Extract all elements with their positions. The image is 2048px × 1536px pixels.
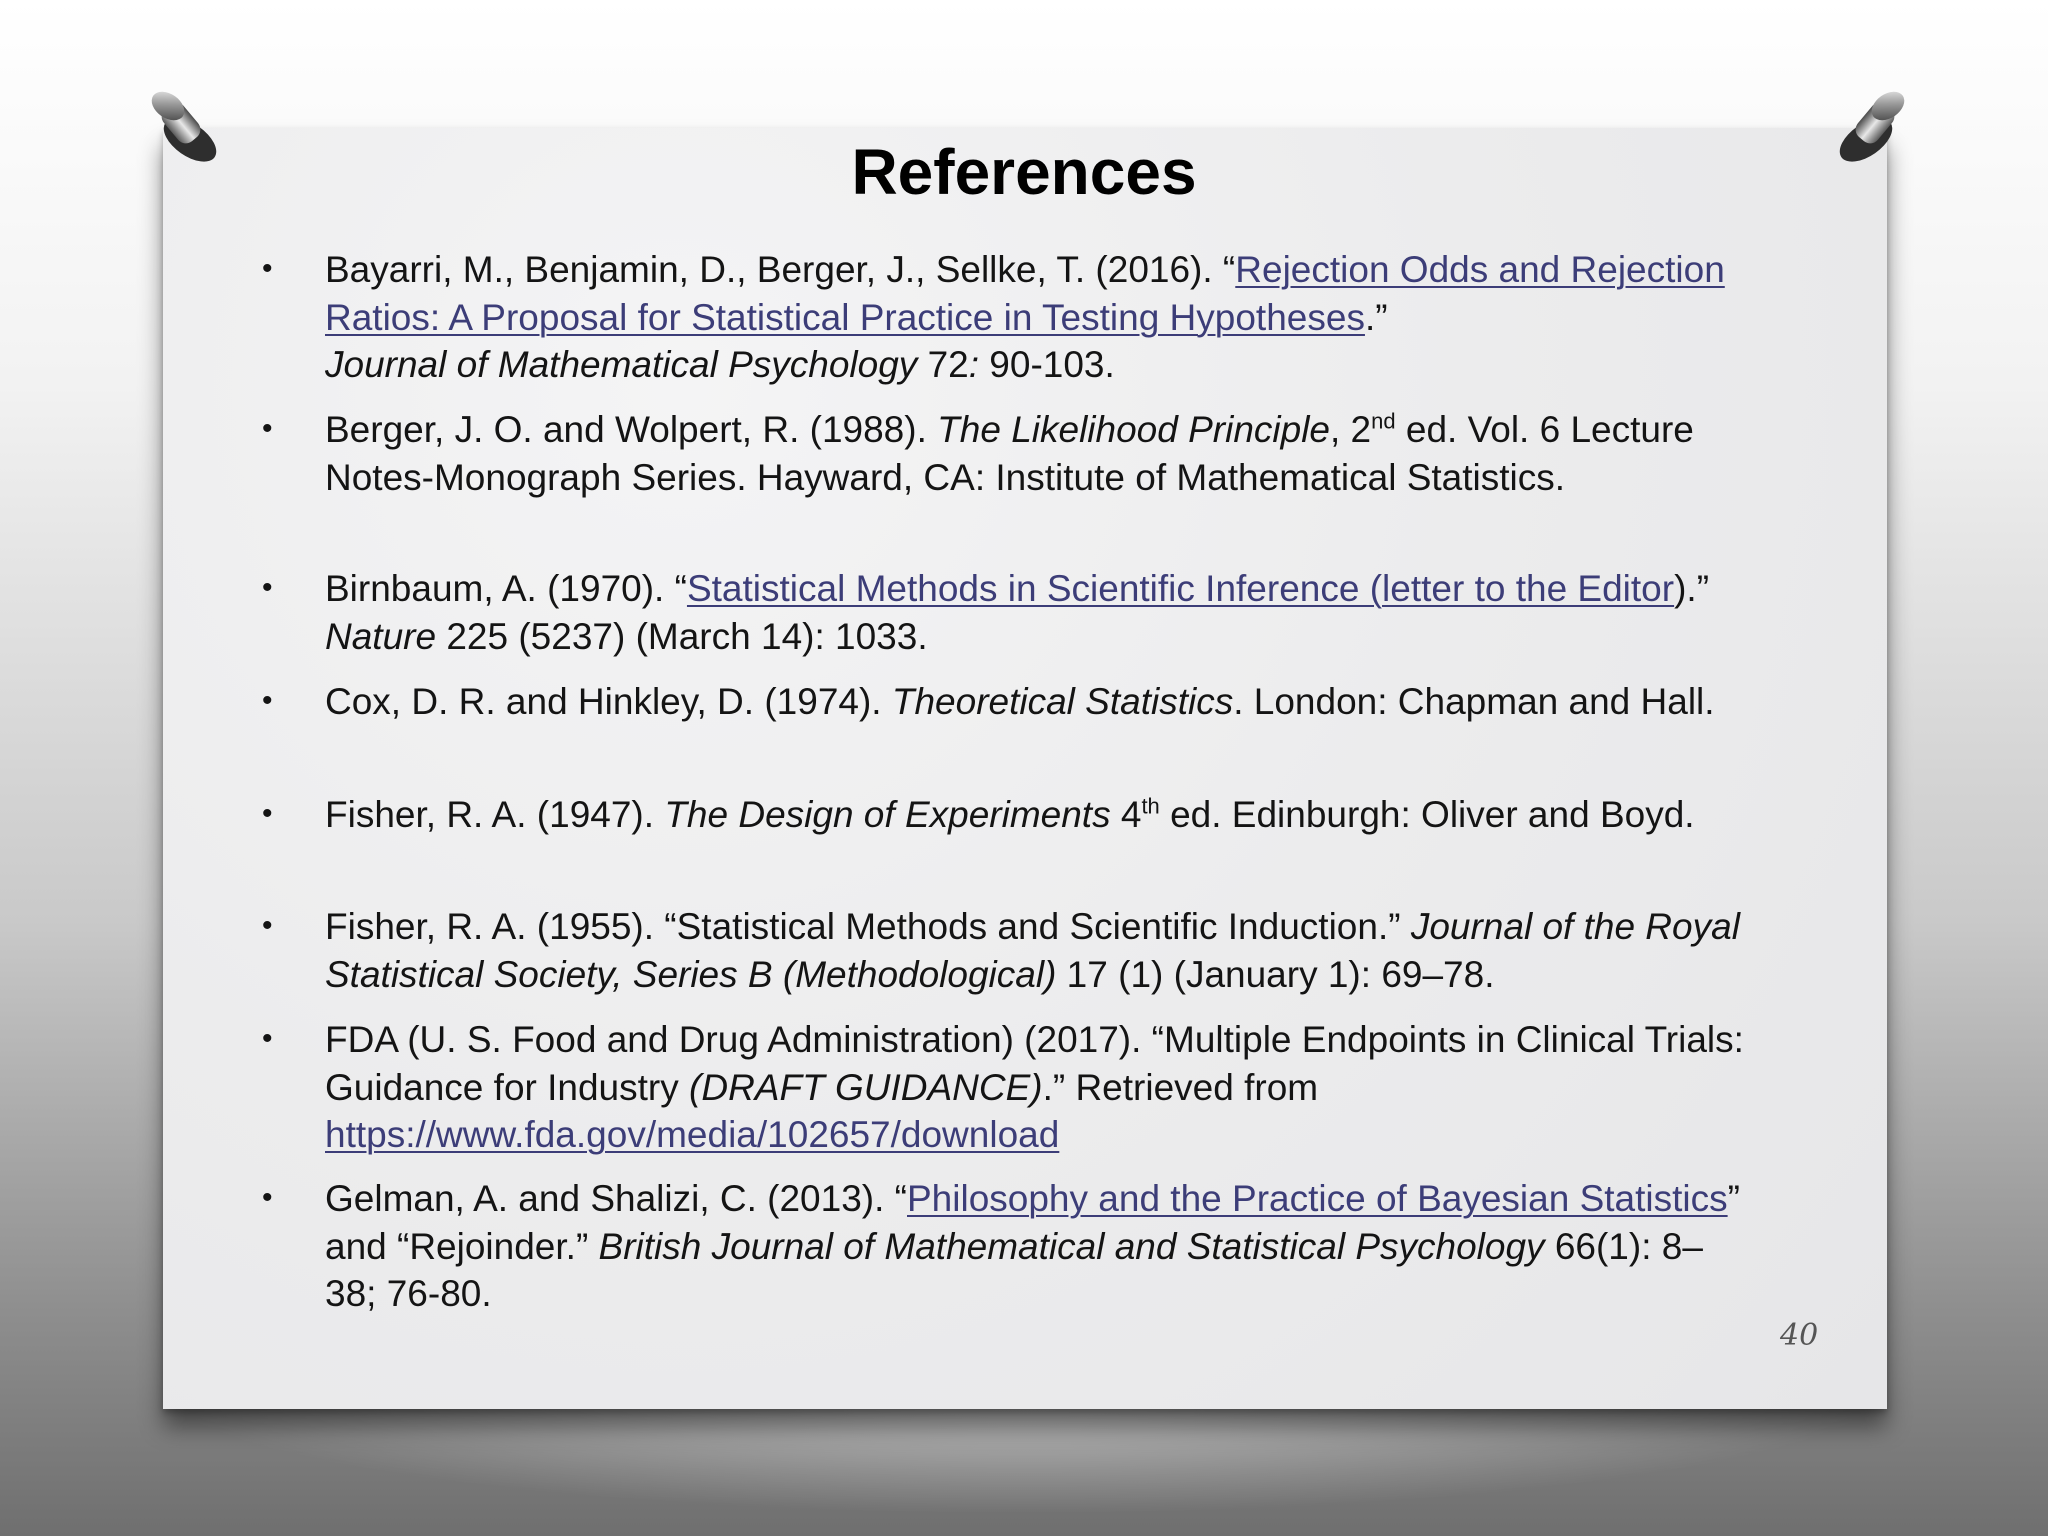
bullet-icon: •: [262, 1181, 273, 1214]
ref-text: 4: [1110, 794, 1142, 835]
reference-item-birnbaum: [325, 565, 1745, 660]
ref-volume: 72: [917, 344, 969, 385]
ref-text: , 2: [1330, 409, 1372, 450]
page-number: 40: [1780, 1318, 1819, 1353]
ref-pages: 90-103.: [979, 344, 1115, 385]
ref-text: Berger, J. O. and Wolpert, R. (1988).: [325, 409, 938, 450]
reference-item-bayarri: [325, 246, 1745, 389]
reference-item-fda: [325, 1016, 1745, 1159]
ref-superscript: nd: [1371, 408, 1396, 434]
ref-text: 66(1): 8–38; 76-80.: [325, 1225, 1703, 1314]
ref-text: . London: Chapman and Hall.: [1233, 681, 1715, 722]
ref-text: .” Retrieved from: [1042, 1066, 1319, 1108]
ref-text: Bayarri, M., Benjamin, D., Berger, J., Sellke, T. (2016). “: [325, 249, 1236, 290]
page-title: References: [851, 136, 1197, 208]
ref-text: ed. Vol. 6 Lecture Notes-Monograph Series. Hayward, CA: Institute of Mathematical Statistics.: [325, 409, 1694, 498]
ref-title: The Likelihood Principle: [937, 409, 1330, 450]
ref-text: Fisher, R. A. (1955). “Statistical Methods and Scientific Induction.”: [325, 906, 1411, 947]
ref-text: ” and “Rejoinder.”: [325, 1178, 1740, 1267]
bullet-icon: •: [262, 252, 273, 285]
ref-text: FDA (U. S. Food and Drug Administration) (2017). “Multiple Endpoints in Clinical Trials: Guidance for Industry: [325, 1019, 1744, 1108]
ref-text: ed. Edinburgh: Oliver and Boyd.: [1159, 794, 1695, 835]
ref-journal: Journal of Mathematical Psychology: [325, 344, 918, 385]
bullet-icon: •: [262, 1022, 273, 1055]
ref-journal: British Journal of Mathematical and Statistical Psychology: [598, 1225, 1545, 1267]
bullet-icon: •: [262, 412, 273, 445]
ref-journal: Nature: [325, 615, 437, 657]
ref-text: 17 (1) (January 1): 69–78.: [1056, 953, 1495, 995]
bullet-icon: •: [262, 797, 273, 830]
reference-link-philosophy-bayesian[interactable]: Philosophy and the Practice of Bayesian Statistics: [907, 1178, 1728, 1219]
bullet-icon: •: [262, 909, 273, 942]
ref-text: 225 (5237) (March 14): 1033.: [436, 615, 928, 657]
reference-item-cox-hinkley: [325, 678, 1745, 726]
ref-colon: :: [968, 344, 980, 385]
ref-text: ).”: [1674, 568, 1710, 609]
reference-item-fisher-1955: [325, 903, 1745, 998]
reference-link-fda-url[interactable]: https://www.fda.gov/media/102657/download: [325, 1114, 1060, 1155]
reference-link-rejection-odds[interactable]: Rejection Odds and Rejection Ratios: A Proposal for Statistical Practice in Testing Hypotheses: [325, 249, 1725, 338]
bullet-icon: •: [262, 571, 273, 604]
ref-title: The Design of Experiments: [664, 794, 1111, 835]
ref-text: Birnbaum, A. (1970). “: [325, 568, 687, 609]
ref-text: .”: [1364, 296, 1388, 338]
reference-link-statistical-methods[interactable]: Statistical Methods in Scientific Inference (letter to the Editor: [686, 568, 1675, 609]
ref-superscript: th: [1141, 793, 1160, 819]
ref-text: Gelman, A. and Shalizi, C. (2013). “: [325, 1178, 907, 1219]
reference-item-berger-wolpert: [325, 406, 1745, 501]
ref-text: Cox, D. R. and Hinkley, D. (1974).: [325, 681, 892, 722]
reference-item-gelman-shalizi: [325, 1175, 1745, 1318]
ref-text: Fisher, R. A. (1947).: [325, 794, 665, 835]
ref-title: Theoretical Statistics: [891, 681, 1234, 722]
ref-journal: Journal of the Royal Statistical Society, Series B (Methodological): [325, 906, 1740, 995]
ref-title: (DRAFT GUIDANCE): [689, 1066, 1043, 1108]
bullet-icon: •: [262, 684, 273, 717]
reference-item-fisher-1947: [325, 791, 1745, 839]
